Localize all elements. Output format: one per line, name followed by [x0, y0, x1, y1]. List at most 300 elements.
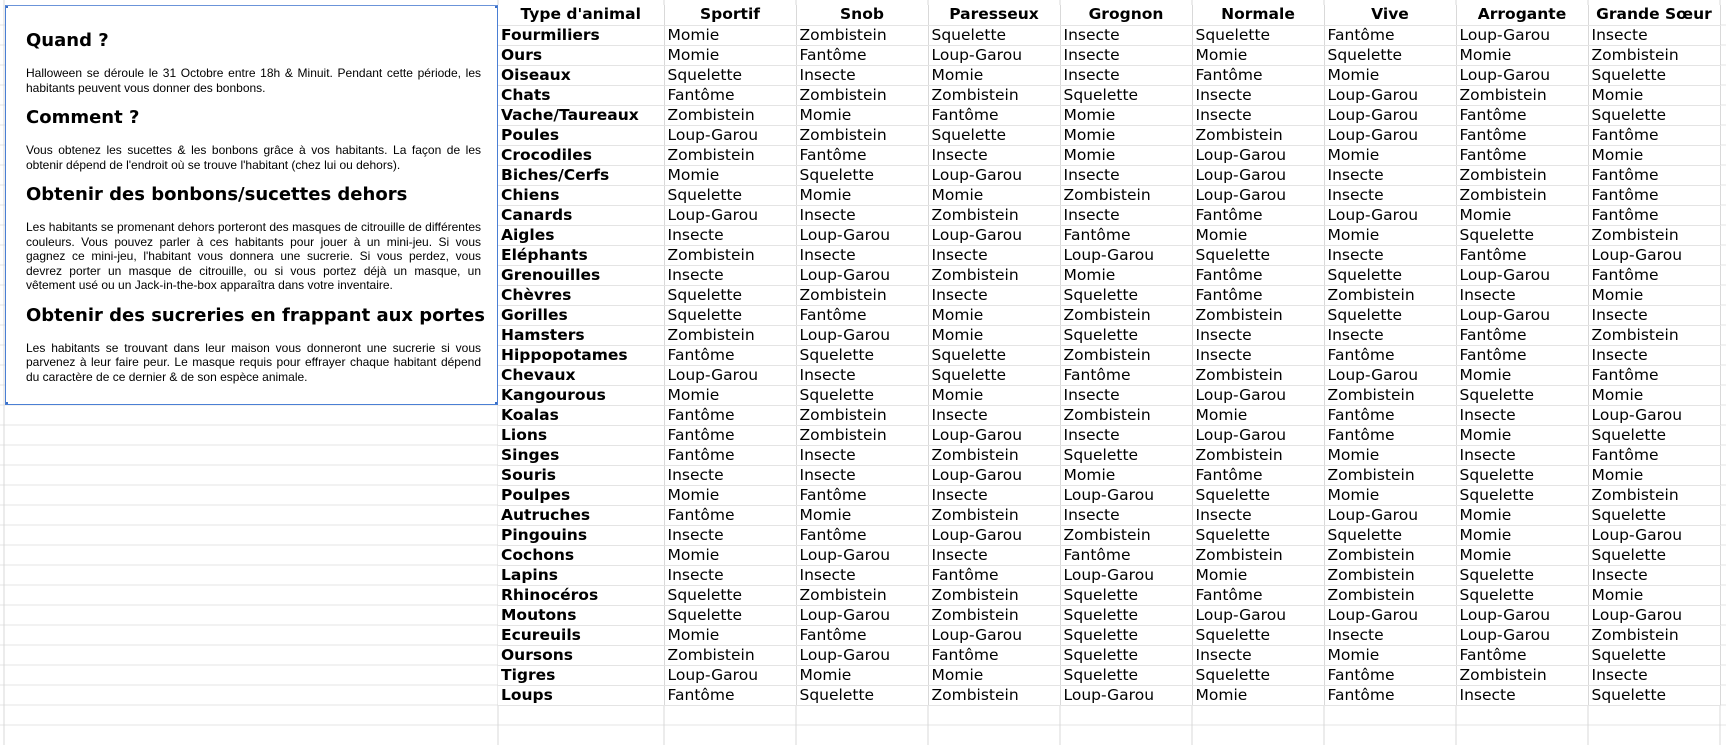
mask-cell[interactable]: Fantôme	[1192, 205, 1324, 225]
mask-cell[interactable]: Loup-Garou	[1456, 65, 1588, 85]
mask-cell[interactable]: Squelette	[1060, 445, 1192, 465]
mask-cell[interactable]: Squelette	[1324, 45, 1456, 65]
animal-name-cell[interactable]: Biches/Cerfs	[498, 165, 664, 185]
mask-cell[interactable]: Fantôme	[1192, 285, 1324, 305]
mask-cell[interactable]: Fantôme	[1324, 405, 1456, 425]
animal-name-cell[interactable]: Tigres	[498, 665, 664, 685]
mask-cell[interactable]: Insecte	[1192, 505, 1324, 525]
animal-name-cell[interactable]: Cochons	[498, 545, 664, 565]
mask-cell[interactable]: Insecte	[796, 565, 928, 585]
mask-cell[interactable]: Momie	[1324, 145, 1456, 165]
mask-cell[interactable]: Zombistein	[664, 645, 796, 665]
mask-cell[interactable]: Fantôme	[1324, 345, 1456, 365]
mask-cell[interactable]: Loup-Garou	[1324, 105, 1456, 125]
mask-cell[interactable]: Momie	[1456, 545, 1588, 565]
animal-name-cell[interactable]: Hamsters	[498, 325, 664, 345]
mask-cell[interactable]: Zombistein	[928, 445, 1060, 465]
mask-cell[interactable]: Momie	[1588, 85, 1720, 105]
mask-cell[interactable]: Momie	[1324, 225, 1456, 245]
mask-cell[interactable]: Fantôme	[1060, 225, 1192, 245]
mask-cell[interactable]: Fantôme	[1456, 345, 1588, 365]
mask-cell[interactable]: Fantôme	[796, 525, 928, 545]
mask-cell[interactable]: Squelette	[1060, 85, 1192, 105]
mask-cell[interactable]: Squelette	[1456, 485, 1588, 505]
mask-cell[interactable]: Squelette	[1456, 465, 1588, 485]
column-header[interactable]: Paresseux	[928, 5, 1060, 25]
column-header[interactable]: Snob	[796, 5, 928, 25]
mask-cell[interactable]: Loup-Garou	[796, 325, 928, 345]
mask-cell[interactable]: Fantôme	[664, 425, 796, 445]
mask-cell[interactable]: Insecte	[796, 445, 928, 465]
mask-cell[interactable]: Insecte	[1588, 25, 1720, 45]
mask-cell[interactable]: Fantôme	[1456, 245, 1588, 265]
mask-cell[interactable]: Loup-Garou	[1192, 185, 1324, 205]
mask-cell[interactable]: Momie	[664, 25, 796, 45]
mask-cell[interactable]: Zombistein	[928, 205, 1060, 225]
mask-cell[interactable]: Zombistein	[796, 125, 928, 145]
mask-cell[interactable]: Fantôme	[1060, 545, 1192, 565]
mask-cell[interactable]: Fantôme	[796, 45, 928, 65]
mask-cell[interactable]: Zombistein	[664, 145, 796, 165]
mask-cell[interactable]: Momie	[664, 485, 796, 505]
mask-cell[interactable]: Loup-Garou	[1588, 525, 1720, 545]
mask-cell[interactable]: Momie	[1324, 445, 1456, 465]
mask-cell[interactable]: Squelette	[1588, 105, 1720, 125]
mask-cell[interactable]: Loup-Garou	[1456, 625, 1588, 645]
mask-cell[interactable]: Insecte	[1456, 405, 1588, 425]
mask-cell[interactable]: Zombistein	[1060, 305, 1192, 325]
mask-cell[interactable]: Zombistein	[928, 685, 1060, 705]
animal-name-cell[interactable]: Fourmiliers	[498, 25, 664, 45]
mask-cell[interactable]: Momie	[664, 385, 796, 405]
mask-cell[interactable]: Insecte	[1060, 45, 1192, 65]
mask-cell[interactable]: Zombistein	[1324, 465, 1456, 485]
mask-cell[interactable]: Fantôme	[928, 645, 1060, 665]
resize-handle[interactable]	[495, 5, 498, 8]
mask-cell[interactable]: Squelette	[796, 345, 928, 365]
mask-cell[interactable]: Momie	[928, 325, 1060, 345]
mask-cell[interactable]: Loup-Garou	[796, 225, 928, 245]
mask-cell[interactable]: Momie	[1456, 425, 1588, 445]
mask-cell[interactable]: Loup-Garou	[796, 265, 928, 285]
mask-cell[interactable]: Insecte	[796, 205, 928, 225]
mask-cell[interactable]: Loup-Garou	[796, 645, 928, 665]
mask-cell[interactable]: Squelette	[796, 165, 928, 185]
mask-cell[interactable]: Squelette	[1588, 645, 1720, 665]
mask-cell[interactable]: Fantôme	[1588, 185, 1720, 205]
mask-cell[interactable]: Squelette	[796, 685, 928, 705]
mask-cell[interactable]: Zombistein	[796, 585, 928, 605]
mask-cell[interactable]: Squelette	[664, 585, 796, 605]
mask-cell[interactable]: Squelette	[1588, 545, 1720, 565]
mask-cell[interactable]: Momie	[928, 665, 1060, 685]
mask-cell[interactable]: Momie	[664, 545, 796, 565]
mask-cell[interactable]: Squelette	[1060, 585, 1192, 605]
mask-cell[interactable]: Fantôme	[1456, 125, 1588, 145]
mask-cell[interactable]: Momie	[1588, 585, 1720, 605]
mask-cell[interactable]: Momie	[1060, 105, 1192, 125]
mask-cell[interactable]: Zombistein	[1456, 165, 1588, 185]
animal-name-cell[interactable]: Loups	[498, 685, 664, 705]
mask-cell[interactable]: Momie	[1588, 285, 1720, 305]
mask-cell[interactable]: Fantôme	[796, 305, 928, 325]
resize-handle[interactable]	[495, 402, 498, 405]
mask-cell[interactable]: Fantôme	[664, 505, 796, 525]
mask-cell[interactable]: Loup-Garou	[1324, 365, 1456, 385]
mask-cell[interactable]: Zombistein	[664, 245, 796, 265]
mask-cell[interactable]: Squelette	[1192, 485, 1324, 505]
mask-cell[interactable]: Insecte	[1060, 505, 1192, 525]
animal-name-cell[interactable]: Gorilles	[498, 305, 664, 325]
mask-cell[interactable]: Loup-Garou	[1192, 145, 1324, 165]
mask-cell[interactable]: Zombistein	[1060, 185, 1192, 205]
mask-cell[interactable]: Squelette	[1324, 265, 1456, 285]
animal-name-cell[interactable]: Ecureuils	[498, 625, 664, 645]
animal-name-cell[interactable]: Souris	[498, 465, 664, 485]
mask-cell[interactable]: Fantôme	[664, 405, 796, 425]
mask-cell[interactable]: Squelette	[1192, 665, 1324, 685]
mask-cell[interactable]: Loup-Garou	[664, 365, 796, 385]
mask-cell[interactable]: Squelette	[1588, 425, 1720, 445]
animal-name-cell[interactable]: Ours	[498, 45, 664, 65]
mask-cell[interactable]: Squelette	[1060, 645, 1192, 665]
mask-cell[interactable]: Squelette	[1060, 325, 1192, 345]
mask-cell[interactable]: Insecte	[1060, 385, 1192, 405]
mask-cell[interactable]: Squelette	[1324, 525, 1456, 545]
mask-cell[interactable]: Insecte	[1060, 205, 1192, 225]
mask-cell[interactable]: Insecte	[1060, 425, 1192, 445]
mask-cell[interactable]: Fantôme	[1456, 145, 1588, 165]
mask-cell[interactable]: Squelette	[1060, 605, 1192, 625]
mask-cell[interactable]: Fantôme	[1324, 665, 1456, 685]
mask-cell[interactable]: Insecte	[1192, 105, 1324, 125]
mask-cell[interactable]: Zombistein	[664, 105, 796, 125]
mask-cell[interactable]: Loup-Garou	[1456, 305, 1588, 325]
mask-cell[interactable]: Loup-Garou	[1324, 205, 1456, 225]
mask-cell[interactable]: Fantôme	[928, 565, 1060, 585]
mask-cell[interactable]: Squelette	[1456, 225, 1588, 245]
mask-cell[interactable]: Zombistein	[928, 605, 1060, 625]
mask-cell[interactable]: Fantôme	[664, 85, 796, 105]
mask-cell[interactable]: Loup-Garou	[796, 545, 928, 565]
mask-cell[interactable]: Insecte	[664, 265, 796, 285]
mask-cell[interactable]: Loup-Garou	[1456, 25, 1588, 45]
mask-cell[interactable]: Fantôme	[1192, 585, 1324, 605]
mask-cell[interactable]: Fantôme	[1192, 65, 1324, 85]
animal-name-cell[interactable]: Kangourous	[498, 385, 664, 405]
mask-cell[interactable]: Loup-Garou	[1456, 265, 1588, 285]
mask-cell[interactable]: Momie	[1456, 525, 1588, 545]
mask-cell[interactable]: Insecte	[1060, 65, 1192, 85]
mask-cell[interactable]: Loup-Garou	[1456, 605, 1588, 625]
mask-cell[interactable]: Momie	[796, 665, 928, 685]
mask-cell[interactable]: Insecte	[664, 525, 796, 545]
column-header[interactable]: Grande Sœur	[1588, 5, 1720, 25]
mask-cell[interactable]: Zombistein	[1192, 365, 1324, 385]
mask-cell[interactable]: Fantôme	[664, 685, 796, 705]
mask-cell[interactable]: Momie	[1324, 485, 1456, 505]
mask-cell[interactable]: Fantôme	[1192, 265, 1324, 285]
mask-cell[interactable]: Squelette	[796, 385, 928, 405]
mask-cell[interactable]: Zombistein	[928, 585, 1060, 605]
mask-cell[interactable]: Insecte	[1192, 645, 1324, 665]
mask-cell[interactable]: Insecte	[1192, 85, 1324, 105]
mask-cell[interactable]: Squelette	[1060, 665, 1192, 685]
mask-cell[interactable]: Fantôme	[796, 485, 928, 505]
mask-cell[interactable]: Squelette	[1324, 305, 1456, 325]
column-header-animal-type[interactable]: Type d'animal	[498, 5, 664, 25]
mask-cell[interactable]: Momie	[1192, 45, 1324, 65]
mask-cell[interactable]: Momie	[1456, 45, 1588, 65]
mask-cell[interactable]: Loup-Garou	[928, 45, 1060, 65]
mask-cell[interactable]: Momie	[796, 105, 928, 125]
mask-cell[interactable]: Momie	[1456, 505, 1588, 525]
mask-cell[interactable]: Loup-Garou	[1192, 165, 1324, 185]
mask-cell[interactable]: Zombistein	[796, 285, 928, 305]
mask-cell[interactable]: Insecte	[928, 145, 1060, 165]
animal-name-cell[interactable]: Eléphants	[498, 245, 664, 265]
mask-cell[interactable]: Insecte	[1060, 165, 1192, 185]
animal-name-cell[interactable]: Moutons	[498, 605, 664, 625]
mask-cell[interactable]: Insecte	[928, 405, 1060, 425]
mask-cell[interactable]: Insecte	[1588, 305, 1720, 325]
mask-cell[interactable]: Loup-Garou	[1192, 425, 1324, 445]
resize-handle[interactable]	[5, 5, 8, 8]
mask-cell[interactable]: Insecte	[1588, 665, 1720, 685]
mask-cell[interactable]: Loup-Garou	[928, 425, 1060, 445]
mask-cell[interactable]: Loup-Garou	[1588, 405, 1720, 425]
mask-cell[interactable]: Momie	[1192, 565, 1324, 585]
mask-cell[interactable]: Momie	[1588, 385, 1720, 405]
mask-cell[interactable]: Fantôme	[928, 105, 1060, 125]
mask-cell[interactable]: Zombistein	[1588, 485, 1720, 505]
mask-cell[interactable]: Zombistein	[1324, 385, 1456, 405]
mask-cell[interactable]: Insecte	[796, 465, 928, 485]
animal-name-cell[interactable]: Chevaux	[498, 365, 664, 385]
mask-cell[interactable]: Insecte	[928, 485, 1060, 505]
resize-handle[interactable]	[5, 402, 8, 405]
animal-name-cell[interactable]: Rhinocéros	[498, 585, 664, 605]
mask-cell[interactable]: Squelette	[1192, 625, 1324, 645]
mask-cell[interactable]: Zombistein	[796, 425, 928, 445]
mask-cell[interactable]: Momie	[796, 185, 928, 205]
mask-cell[interactable]: Loup-Garou	[1324, 85, 1456, 105]
mask-cell[interactable]: Insecte	[1456, 445, 1588, 465]
mask-cell[interactable]: Loup-Garou	[1588, 605, 1720, 625]
mask-cell[interactable]: Zombistein	[1192, 445, 1324, 465]
mask-cell[interactable]: Fantôme	[1588, 125, 1720, 145]
mask-cell[interactable]: Loup-Garou	[1324, 505, 1456, 525]
mask-cell[interactable]: Zombistein	[1192, 125, 1324, 145]
mask-cell[interactable]: Zombistein	[1588, 625, 1720, 645]
mask-cell[interactable]: Zombistein	[1588, 225, 1720, 245]
mask-cell[interactable]: Insecte	[928, 285, 1060, 305]
mask-cell[interactable]: Momie	[1060, 265, 1192, 285]
mask-cell[interactable]: Zombistein	[796, 25, 928, 45]
mask-cell[interactable]: Fantôme	[1588, 165, 1720, 185]
mask-cell[interactable]: Momie	[1060, 125, 1192, 145]
mask-cell[interactable]: Loup-Garou	[664, 205, 796, 225]
mask-cell[interactable]: Squelette	[928, 345, 1060, 365]
mask-cell[interactable]: Squelette	[664, 285, 796, 305]
mask-cell[interactable]: Squelette	[1060, 285, 1192, 305]
mask-cell[interactable]: Insecte	[796, 245, 928, 265]
mask-cell[interactable]: Momie	[1588, 145, 1720, 165]
mask-cell[interactable]: Zombistein	[1456, 85, 1588, 105]
text-box[interactable]	[5, 5, 498, 405]
mask-cell[interactable]: Insecte	[664, 565, 796, 585]
mask-cell[interactable]: Zombistein	[796, 85, 928, 105]
animal-name-cell[interactable]: Oiseaux	[498, 65, 664, 85]
column-header[interactable]: Normale	[1192, 5, 1324, 25]
mask-cell[interactable]: Insecte	[796, 65, 928, 85]
mask-cell[interactable]: Insecte	[1588, 565, 1720, 585]
mask-cell[interactable]: Loup-Garou	[664, 125, 796, 145]
animal-name-cell[interactable]: Aigles	[498, 225, 664, 245]
mask-cell[interactable]: Zombistein	[664, 325, 796, 345]
mask-cell[interactable]: Zombistein	[1192, 305, 1324, 325]
mask-cell[interactable]: Insecte	[928, 545, 1060, 565]
mask-cell[interactable]: Insecte	[1192, 325, 1324, 345]
mask-cell[interactable]: Momie	[928, 65, 1060, 85]
mask-cell[interactable]: Squelette	[1192, 245, 1324, 265]
mask-cell[interactable]: Insecte	[1324, 245, 1456, 265]
mask-cell[interactable]: Momie	[928, 385, 1060, 405]
mask-cell[interactable]: Zombistein	[1324, 545, 1456, 565]
mask-cell[interactable]: Zombistein	[796, 405, 928, 425]
mask-cell[interactable]: Insecte	[1060, 25, 1192, 45]
mask-cell[interactable]: Zombistein	[1324, 585, 1456, 605]
mask-cell[interactable]: Loup-Garou	[928, 625, 1060, 645]
animal-name-cell[interactable]: Singes	[498, 445, 664, 465]
mask-cell[interactable]: Insecte	[1324, 165, 1456, 185]
mask-cell[interactable]: Squelette	[1456, 385, 1588, 405]
mask-cell[interactable]: Loup-Garou	[1060, 245, 1192, 265]
mask-cell[interactable]: Fantôme	[1456, 105, 1588, 125]
mask-cell[interactable]: Loup-Garou	[796, 605, 928, 625]
animal-name-cell[interactable]: Koalas	[498, 405, 664, 425]
animal-name-cell[interactable]: Autruches	[498, 505, 664, 525]
animal-name-cell[interactable]: Poulpes	[498, 485, 664, 505]
mask-cell[interactable]: Loup-Garou	[664, 665, 796, 685]
mask-cell[interactable]: Fantôme	[1588, 445, 1720, 465]
mask-cell[interactable]: Momie	[928, 305, 1060, 325]
mask-cell[interactable]: Momie	[1324, 645, 1456, 665]
mask-cell[interactable]: Squelette	[1060, 625, 1192, 645]
mask-cell[interactable]: Squelette	[664, 305, 796, 325]
mask-cell[interactable]: Squelette	[1588, 65, 1720, 85]
mask-cell[interactable]: Momie	[1060, 465, 1192, 485]
animal-name-cell[interactable]: Oursons	[498, 645, 664, 665]
mask-cell[interactable]: Momie	[1456, 365, 1588, 385]
mask-cell[interactable]: Insecte	[1588, 345, 1720, 365]
animal-name-cell[interactable]: Crocodiles	[498, 145, 664, 165]
mask-cell[interactable]: Insecte	[1192, 345, 1324, 365]
mask-cell[interactable]: Fantôme	[1588, 205, 1720, 225]
mask-cell[interactable]: Loup-Garou	[1192, 385, 1324, 405]
mask-cell[interactable]: Zombistein	[928, 505, 1060, 525]
mask-cell[interactable]: Squelette	[1588, 505, 1720, 525]
column-header[interactable]: Vive	[1324, 5, 1456, 25]
animal-name-cell[interactable]: Pingouins	[498, 525, 664, 545]
mask-cell[interactable]: Fantôme	[664, 345, 796, 365]
animal-name-cell[interactable]: Canards	[498, 205, 664, 225]
mask-cell[interactable]: Insecte	[664, 225, 796, 245]
mask-cell[interactable]: Fantôme	[1324, 685, 1456, 705]
mask-cell[interactable]: Momie	[928, 185, 1060, 205]
animal-name-cell[interactable]: Lapins	[498, 565, 664, 585]
mask-cell[interactable]: Squelette	[664, 605, 796, 625]
mask-cell[interactable]: Momie	[1588, 465, 1720, 485]
mask-cell[interactable]: Momie	[1456, 205, 1588, 225]
mask-cell[interactable]: Insecte	[796, 365, 928, 385]
mask-cell[interactable]: Fantôme	[796, 625, 928, 645]
animal-name-cell[interactable]: Poules	[498, 125, 664, 145]
mask-cell[interactable]: Momie	[1192, 405, 1324, 425]
mask-cell[interactable]: Loup-Garou	[928, 525, 1060, 545]
mask-cell[interactable]: Insecte	[928, 245, 1060, 265]
mask-cell[interactable]: Squelette	[1192, 25, 1324, 45]
mask-cell[interactable]: Squelette	[664, 185, 796, 205]
mask-cell[interactable]: Insecte	[1456, 285, 1588, 305]
mask-cell[interactable]: Fantôme	[796, 145, 928, 165]
mask-cell[interactable]: Squelette	[1588, 685, 1720, 705]
mask-cell[interactable]: Loup-Garou	[1324, 605, 1456, 625]
mask-cell[interactable]: Zombistein	[1324, 285, 1456, 305]
mask-cell[interactable]: Zombistein	[1060, 345, 1192, 365]
mask-cell[interactable]: Fantôme	[1060, 365, 1192, 385]
mask-cell[interactable]: Squelette	[1456, 565, 1588, 585]
mask-cell[interactable]: Insecte	[1324, 185, 1456, 205]
mask-cell[interactable]: Momie	[1192, 225, 1324, 245]
mask-cell[interactable]: Squelette	[928, 125, 1060, 145]
mask-cell[interactable]: Momie	[664, 165, 796, 185]
mask-cell[interactable]: Loup-Garou	[928, 165, 1060, 185]
mask-cell[interactable]: Fantôme	[1324, 425, 1456, 445]
mask-cell[interactable]: Zombistein	[1588, 45, 1720, 65]
animal-name-cell[interactable]: Hippopotames	[498, 345, 664, 365]
mask-cell[interactable]: Insecte	[1324, 325, 1456, 345]
mask-cell[interactable]: Squelette	[1192, 525, 1324, 545]
mask-cell[interactable]: Loup-Garou	[1060, 565, 1192, 585]
mask-cell[interactable]: Momie	[796, 505, 928, 525]
mask-cell[interactable]: Fantôme	[1456, 325, 1588, 345]
column-header[interactable]: Sportif	[664, 5, 796, 25]
mask-cell[interactable]: Fantôme	[664, 445, 796, 465]
mask-cell[interactable]: Momie	[1324, 65, 1456, 85]
mask-cell[interactable]: Loup-Garou	[1192, 605, 1324, 625]
mask-cell[interactable]: Insecte	[664, 465, 796, 485]
animal-name-cell[interactable]: Chiens	[498, 185, 664, 205]
mask-cell[interactable]: Momie	[1060, 145, 1192, 165]
mask-cell[interactable]: Zombistein	[1192, 545, 1324, 565]
animal-name-cell[interactable]: Chats	[498, 85, 664, 105]
mask-cell[interactable]: Fantôme	[1588, 265, 1720, 285]
mask-cell[interactable]: Loup-Garou	[928, 225, 1060, 245]
mask-cell[interactable]: Loup-Garou	[928, 465, 1060, 485]
mask-cell[interactable]: Zombistein	[928, 265, 1060, 285]
column-header[interactable]: Grognon	[1060, 5, 1192, 25]
mask-cell[interactable]: Loup-Garou	[1324, 125, 1456, 145]
mask-cell[interactable]: Loup-Garou	[1060, 485, 1192, 505]
animal-name-cell[interactable]: Vache/Taureaux	[498, 105, 664, 125]
mask-cell[interactable]: Loup-Garou	[1060, 685, 1192, 705]
mask-cell[interactable]: Squelette	[1456, 585, 1588, 605]
mask-cell[interactable]: Zombistein	[1324, 565, 1456, 585]
animal-name-cell[interactable]: Grenouilles	[498, 265, 664, 285]
mask-cell[interactable]: Insecte	[1324, 625, 1456, 645]
mask-cell[interactable]: Zombistein	[1456, 665, 1588, 685]
